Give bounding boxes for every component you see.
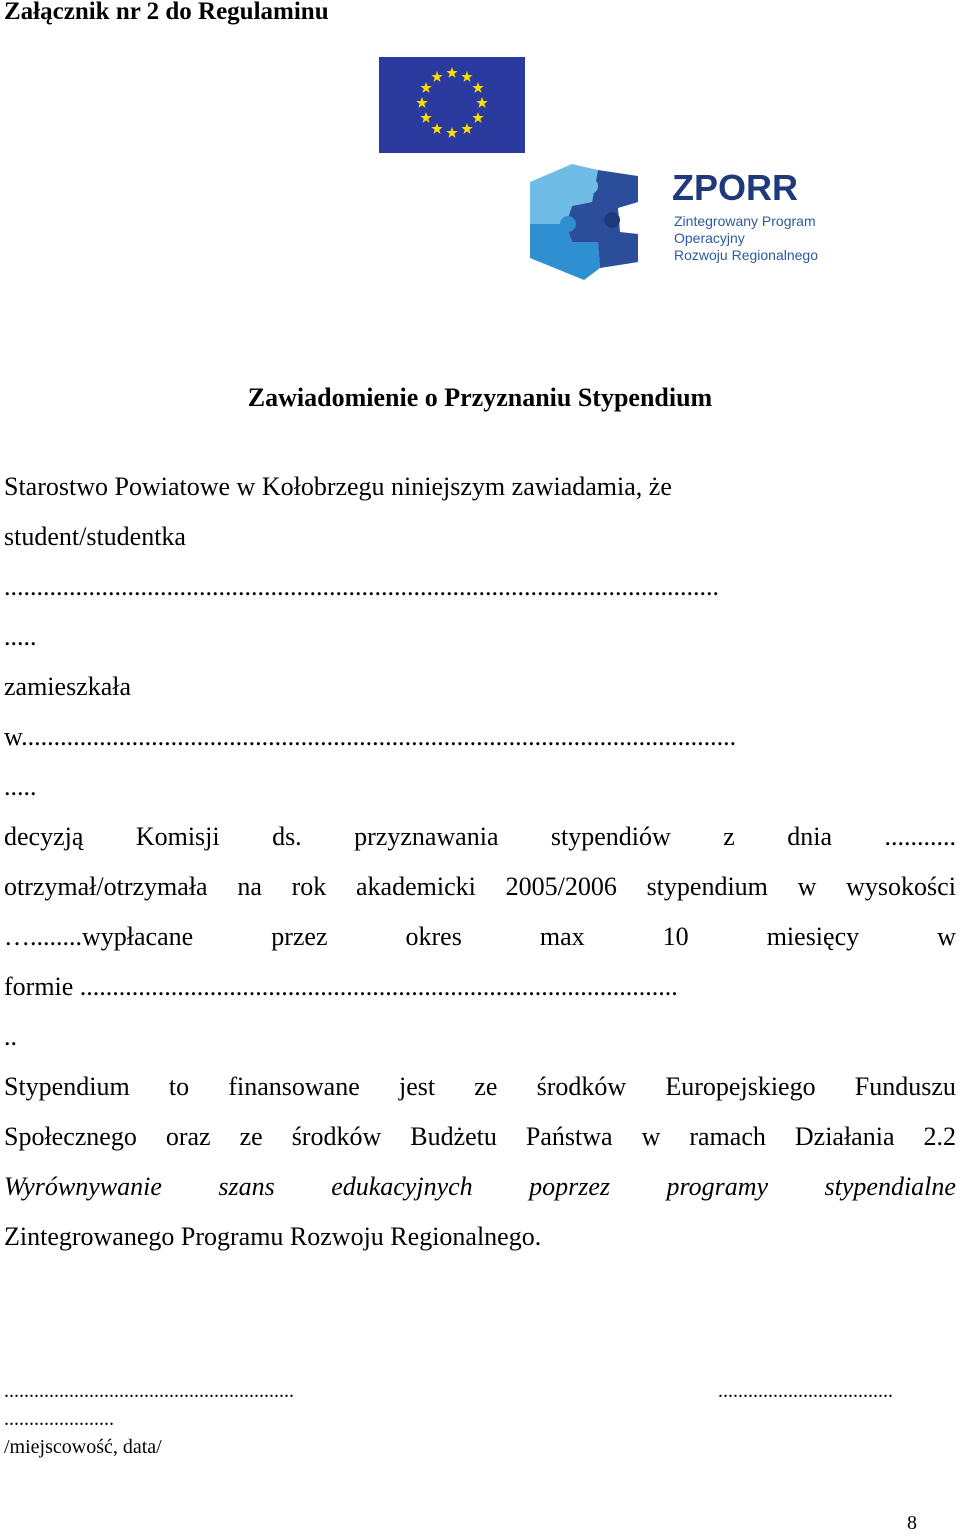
word: finansowane: [228, 1072, 360, 1101]
word: Działania: [794, 1122, 895, 1151]
place-date-field-cont: ......................: [4, 1408, 114, 1430]
student-name-field: ..............................................................................................................: [4, 572, 719, 601]
word: akademicki: [356, 872, 476, 901]
form-line-cont: ..: [4, 1022, 17, 1051]
funding-line-3: [4, 1172, 956, 1202]
word: przez: [271, 922, 328, 951]
word: programy: [666, 1172, 769, 1201]
word: w: [797, 872, 817, 901]
word: Budżetu: [410, 1122, 497, 1151]
word: w: [641, 1122, 661, 1151]
word: Europejskiego: [665, 1072, 816, 1101]
word: 10: [662, 922, 689, 951]
zporr-logo: [528, 162, 818, 282]
zporr-wordmark: ZPORR: [672, 167, 798, 208]
paid-line: [4, 922, 956, 952]
eu-flag-icon: [379, 57, 525, 153]
word: stypendium: [646, 872, 768, 901]
word: środków: [291, 1122, 382, 1151]
student-name-field-cont: .....: [4, 622, 37, 651]
address-field-cont: .....: [4, 772, 37, 801]
word: ze: [474, 1072, 498, 1101]
word: Wyrównywanie: [4, 1172, 162, 1201]
place-date-label: /miejscowość, data/: [4, 1436, 162, 1458]
word: oraz: [165, 1122, 211, 1151]
zporr-line-2: Operacyjny: [674, 230, 745, 246]
word: stypendialne: [824, 1172, 956, 1201]
word: środków: [536, 1072, 627, 1101]
word: Funduszu: [854, 1072, 956, 1101]
word: ds.: [272, 822, 302, 851]
place-date-field: ..........................................................: [4, 1380, 294, 1402]
word: poprzez: [529, 1172, 611, 1201]
decision-line: [4, 822, 956, 852]
word: Stypendium: [4, 1072, 130, 1101]
funding-line-4: Zintegrowanego Programu Rozwoju Regionalnego.: [4, 1222, 542, 1251]
word: …........wypłacane: [4, 922, 194, 951]
word: max: [539, 922, 585, 951]
word: Komisji: [135, 822, 220, 851]
word: dnia: [787, 822, 832, 851]
word: to: [168, 1072, 190, 1101]
zporr-line-1: Zintegrowany Program: [674, 213, 816, 229]
word: ...........: [884, 822, 956, 851]
word: jest: [398, 1072, 436, 1101]
page-number: 8: [907, 1512, 917, 1534]
student-label: student/studentka: [4, 522, 186, 551]
word: edukacyjnych: [331, 1172, 473, 1201]
signature-field: ...................................: [718, 1380, 893, 1402]
word: Społecznego: [4, 1122, 137, 1151]
word: przyznawania: [354, 822, 499, 851]
word: decyzją: [4, 822, 84, 851]
document-title: Zawiadomienie o Przyznaniu Stypendium: [247, 383, 713, 412]
funding-line-2: [4, 1122, 956, 1152]
received-line: [4, 872, 956, 902]
word: z: [723, 822, 735, 851]
word: ramach: [689, 1122, 766, 1151]
word: szans: [218, 1172, 275, 1201]
word: ze: [239, 1122, 263, 1151]
zporr-line-3: Rozwoju Regionalnego: [674, 247, 818, 263]
intro-text: Starostwo Powiatowe w Kołobrzegu niniejszym zawiadamia, że: [4, 472, 672, 501]
address-field: w..............................................................................................................: [4, 722, 737, 751]
funding-line-1: [4, 1072, 956, 1102]
word: stypendiów: [550, 822, 671, 851]
word: miesięcy: [766, 922, 860, 951]
word: okres: [405, 922, 462, 951]
word: na: [237, 872, 262, 901]
word: otrzymał/otrzymała: [4, 872, 208, 901]
word: w: [937, 922, 956, 951]
word: 2.2: [923, 1122, 956, 1151]
resident-label: zamieszkała: [4, 672, 132, 701]
word: Państwa: [525, 1122, 613, 1151]
word: wysokości: [846, 872, 956, 901]
word: rok: [291, 872, 327, 901]
attachment-title: Załącznik nr 2 do Regulaminu: [4, 0, 329, 25]
form-line: formie ............................................................................................: [4, 972, 678, 1001]
word: 2005/2006: [505, 872, 617, 901]
